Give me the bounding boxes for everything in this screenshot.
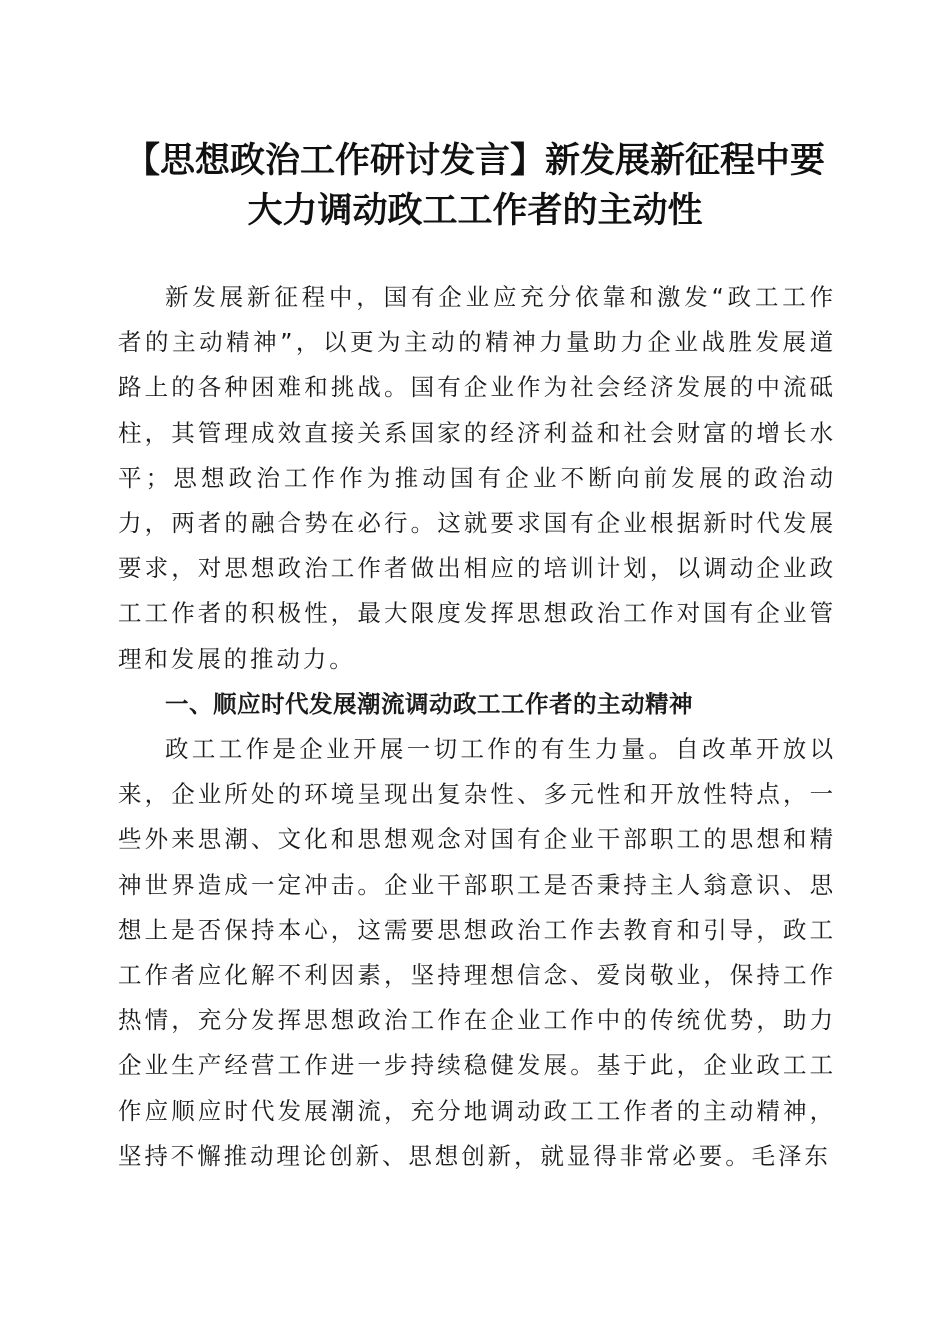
document-title — [100, 136, 850, 236]
section-heading-1: 一、顺应时代发展潮流调动政工工作者的主动精神 — [165, 689, 693, 718]
title-line-1: 【思想政治工作研讨发言】新发展新征程中要 — [124, 140, 825, 181]
paragraph-intro: 新发展新征程中，国有企业应充分依靠和激发“政工工作者的主动精神”，以更为主动的精神力量助力企业战胜发展道路上的各种困难和挑战。国有企业作为社会经济发展的中流砥柱，其管理成效直接关系国家的经济利益和社会财富的增长水平；思想政治工作作为推动国有企业不断向前发展的政治动力，两者的融合势在必行。这就要求国有企业根据新时代发展要求，对思想政治工作者做出相应的培训计划，以调动企业政工工作者的积极性，最大限度发挥思想政治工作对国有企业管理和发展的推动力。 — [118, 283, 836, 673]
document-body — [118, 275, 836, 1179]
title-line-2: 大力调动政工工作者的主动性 — [247, 190, 703, 231]
paragraph-section-1: 政工工作是企业开展一切工作的有生力量。自改革开放以来，企业所处的环境呈现出复杂性、多元性和开放性特点，一些外来思潮、文化和思想观念对国有企业干部职工的思想和精神世界造成一定冲击。企业干部职工是否秉持主人翁意识、思想上是否保持本心，这需要思想政治工作去教育和引导，政工工作者应化解不利因素，坚持理想信念、爱岗敬业，保持工作热情，充分发挥思想政治工作在企业工作中的传统优势，助力企业生产经营工作进一步持续稳健发展。基于此，企业政工工作应顺应时代发展潮流，充分地调动政工工作者的主动精神，坚持不懈推动理论创新、思想创新，就显得非常必要。毛泽东 — [118, 735, 836, 1170]
